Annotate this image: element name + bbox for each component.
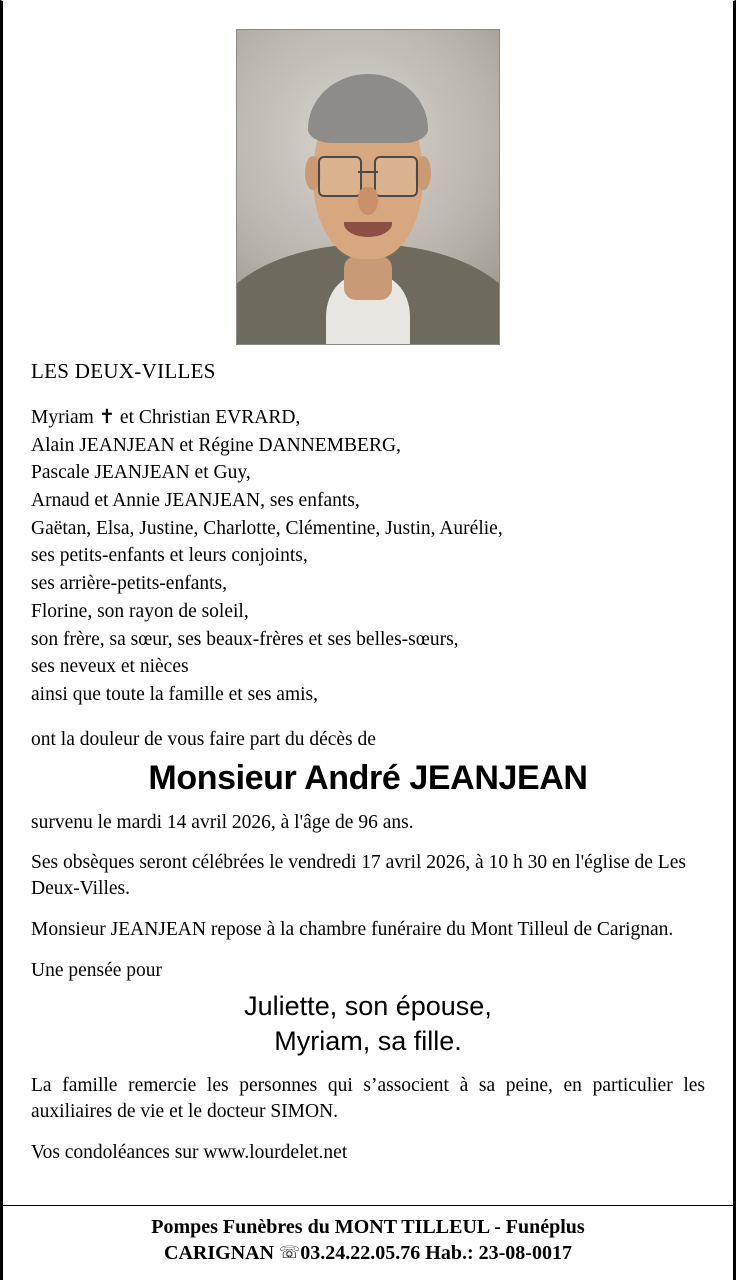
phone-icon: ☏ [279,1243,301,1263]
thanks-text: La famille remercie les personnes qui s’associent à sa peine, en particulier les auxiliaires de vie et le docteur SIMON. [31,1075,705,1123]
portrait-container [31,29,705,345]
glasses-lens-right-icon [374,156,417,198]
announcement-text: ont la douleur de vous faire part du décès de [31,728,376,750]
family-line: Pascale JEANJEAN et Guy, [31,462,251,484]
thought-line: Juliette, son épouse, [244,991,492,1022]
family-line: Gaëtan, Elsa, Justine, Charlotte, Clémentine, Justin, Aurélie, [31,517,503,539]
thought-line: Myriam, sa fille. [274,1026,462,1057]
family-line: son frère, sa sœur, ses beaux-frères et ses belles-sœurs, [31,628,459,650]
family-line: ses petits-enfants et leurs conjoints, [31,545,308,567]
glasses-lens-left-icon [318,156,361,198]
glasses-bridge-icon [358,171,379,173]
family-line: ainsi que toute la famille et ses amis, [31,683,319,705]
family-line: ses neveux et nièces [31,656,189,678]
funeral-home-phone: 03.24.22.05.76 [300,1242,421,1264]
death-date-line: survenu le mardi 14 avril 2026, à l'âge de 96 ans. [31,811,414,833]
family-line: Arnaud et Annie JEANJEAN, ses enfants, [31,490,360,512]
hab-label: Hab.: [425,1242,474,1264]
portrait-neck [344,256,391,300]
thought-names [31,989,705,1059]
family-line: Florine, son rayon de soleil, [31,600,249,622]
repose-details: Monsieur JEANJEAN repose à la chambre funéraire du Mont Tilleul de Carignan. [31,918,674,940]
family-line: Myriam ✝ et Christian EVRARD, [31,407,301,428]
portrait-photo [236,29,500,345]
hab-number: 23-08-0017 [478,1242,572,1264]
family-list [31,404,705,709]
funeral-home-footer [3,1205,733,1266]
funeral-home-city: CARIGNAN [164,1242,275,1264]
footer-divider [3,1205,733,1206]
funeral-details: Ses obsèques seront célébrées le vendredi 17 avril 2026, à 10 h 30 en l'église de Les Deux-Villes. [31,852,686,900]
family-line: Alain JEANJEAN et Régine DANNEMBERG, [31,434,401,456]
funeral-home-contact [3,1240,733,1266]
family-line: ses arrière-petits-enfants, [31,573,227,595]
funeral-home-name: Pompes Funèbres du MONT TILLEUL - Funéplus [151,1216,585,1238]
thought-intro: Une pensée pour [31,959,163,981]
city-heading: LES DEUX-VILLES [31,359,216,383]
deceased-name: Monsieur André JEANJEAN [148,758,588,797]
condolences-text[interactable]: Vos condoléances sur www.lourdelet.net [31,1141,348,1163]
